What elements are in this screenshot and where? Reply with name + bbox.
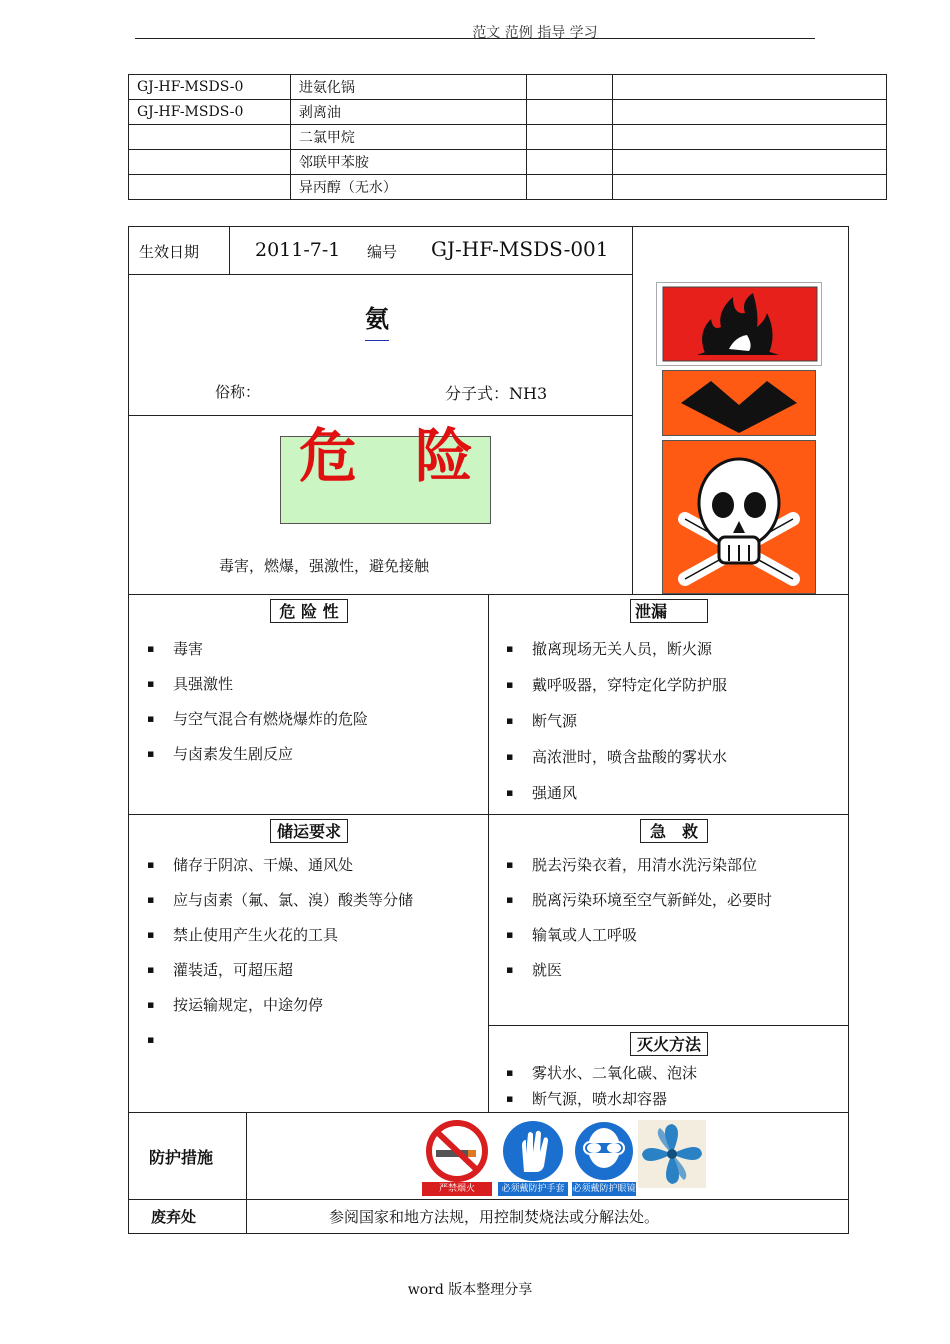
table-cell xyxy=(129,150,291,175)
no-smoking-icon xyxy=(422,1120,492,1182)
hazard-item: ▪ 与空气混合有燃烧爆炸的危险 xyxy=(147,709,368,744)
hazard-list xyxy=(147,639,368,779)
first-aid-item: ▪ 输氧或人工呼吸 xyxy=(506,925,772,960)
table-row xyxy=(129,150,887,175)
table-cell xyxy=(526,125,612,150)
leak-item: ▪ 强通风 xyxy=(506,783,727,819)
leak-item: ▪ 戴呼吸器，穿特定化学防护服 xyxy=(506,675,727,711)
divider xyxy=(129,1199,848,1200)
flammable-sign xyxy=(656,282,822,366)
table-cell: 进氨化锅 xyxy=(290,75,526,100)
hazard-item: ▪ 毒害 xyxy=(147,639,368,674)
chemical-index-table xyxy=(128,74,887,200)
hazard-item: ▪ 与卤素发生剧反应 xyxy=(147,744,368,779)
storage-item: ▪ 按运输规定，中途勿停 xyxy=(147,995,413,1030)
table-cell xyxy=(526,75,612,100)
hazard-section-title: 危 险 性 xyxy=(270,599,348,623)
goggles-icon xyxy=(572,1120,636,1182)
ppe-no-smoking xyxy=(422,1120,492,1196)
leak-item: ▪ 断气源 xyxy=(506,711,727,747)
storage-item xyxy=(147,1030,413,1065)
corrosive-sign xyxy=(662,370,816,436)
table-row xyxy=(129,125,887,150)
formula-label: 分子式：NH3 xyxy=(445,384,548,403)
danger-summary: 毒害，燃爆，强激性，避免接触 xyxy=(219,557,430,575)
fire-list xyxy=(506,1063,697,1115)
divider xyxy=(129,274,632,275)
leak-section-title: 泄漏 xyxy=(630,599,708,623)
hazard-item: ▪ 具强激性 xyxy=(147,674,368,709)
storage-item: ▪ 储存于阴凉、干燥、通风处 xyxy=(147,855,413,890)
divider xyxy=(632,227,633,594)
code-label: 编号 xyxy=(367,243,398,261)
table-cell xyxy=(612,175,887,200)
table-cell xyxy=(526,100,612,125)
danger-signal-word: 危 险 xyxy=(299,422,474,490)
first-aid-item: ▪ 脱离污染环境至空气新鲜处，必要时 xyxy=(506,890,772,925)
ppe-caption: 必须戴防护眼镜 xyxy=(572,1184,636,1194)
flame-icon xyxy=(657,283,821,365)
first-aid-item: ▪ 就医 xyxy=(506,960,772,995)
gloves-icon xyxy=(498,1120,568,1182)
effective-date-value: 2011-7-1 xyxy=(255,239,341,261)
table-cell: 剥离油 xyxy=(290,100,526,125)
table-cell xyxy=(129,175,291,200)
divider xyxy=(246,1112,247,1233)
table-cell xyxy=(526,175,612,200)
divider xyxy=(488,1025,848,1026)
skull-crossbones-icon xyxy=(663,441,815,593)
table-cell xyxy=(612,125,887,150)
table-cell xyxy=(612,150,887,175)
code-value: GJ-HF-MSDS-001 xyxy=(431,237,609,261)
table-cell xyxy=(612,75,887,100)
alias-label: 俗称： xyxy=(215,383,261,401)
header-rule xyxy=(135,38,815,39)
msds-sheet xyxy=(128,226,849,1234)
table-cell: 异丙醇（无水） xyxy=(290,175,526,200)
leak-list xyxy=(506,639,727,819)
ppe-ventilation xyxy=(638,1120,706,1196)
first-aid-item: ▪ 脱去污染衣着，用清水洗污染部位 xyxy=(506,855,772,890)
ppe-goggles xyxy=(572,1120,642,1196)
divider xyxy=(129,1112,848,1113)
table-cell: 二氯甲烷 xyxy=(290,125,526,150)
storage-item: ▪ 禁止使用产生火花的工具 xyxy=(147,925,413,960)
fire-item: ▪ 雾状水、二氧化碳、泡沫 xyxy=(506,1063,697,1089)
ppe-caption: 严禁烟火 xyxy=(422,1182,492,1196)
table-cell xyxy=(612,100,887,125)
corrosive-icon xyxy=(663,371,815,435)
divider xyxy=(488,594,489,1112)
divider xyxy=(229,227,230,275)
table-cell: 邻联甲苯胺 xyxy=(290,150,526,175)
protection-label: 防护措施 xyxy=(149,1148,214,1167)
ppe-gloves xyxy=(498,1120,568,1196)
table-cell: GJ-HF-MSDS-0 xyxy=(129,100,291,125)
toxic-sign xyxy=(662,440,816,594)
disposal-label: 废弃处 xyxy=(151,1208,197,1226)
leak-item: ▪ 撤离现场无关人员，断火源 xyxy=(506,639,727,675)
first-aid-list xyxy=(506,855,772,995)
table-cell xyxy=(526,150,612,175)
chemical-name: 氨 xyxy=(365,299,389,341)
page-header-text: 范文 范例 指导 学习 xyxy=(472,25,598,41)
disposal-text: 参阅国家和地方法规，用控制焚烧法或分解法处。 xyxy=(329,1208,660,1226)
ppe-caption: 必须戴防护手套 xyxy=(498,1182,568,1196)
storage-list xyxy=(147,855,413,1065)
storage-item: ▪ 应与卤素（氟、氯、溴）酸类等分储 xyxy=(147,890,413,925)
table-row xyxy=(129,175,887,200)
leak-item: ▪ 高浓泄时，喷含盐酸的雾状水 xyxy=(506,747,727,783)
ventilation-fan-icon xyxy=(638,1120,706,1188)
table-row xyxy=(129,100,887,125)
table-cell: GJ-HF-MSDS-0 xyxy=(129,75,291,100)
fire-item: ▪ 断气源，喷水却容器 xyxy=(506,1089,697,1115)
effective-date-label: 生效日期 xyxy=(139,243,200,261)
table-row xyxy=(129,75,887,100)
fire-section-title: 灭火方法 xyxy=(630,1032,708,1056)
storage-section-title: 储运要求 xyxy=(270,819,348,843)
first-aid-section-title: 急 救 xyxy=(640,819,708,843)
storage-item: ▪ 灌装适，可超压超 xyxy=(147,960,413,995)
divider xyxy=(129,814,848,815)
page-footer-text: word 版本整理分享 xyxy=(407,1282,533,1298)
table-cell xyxy=(129,125,291,150)
